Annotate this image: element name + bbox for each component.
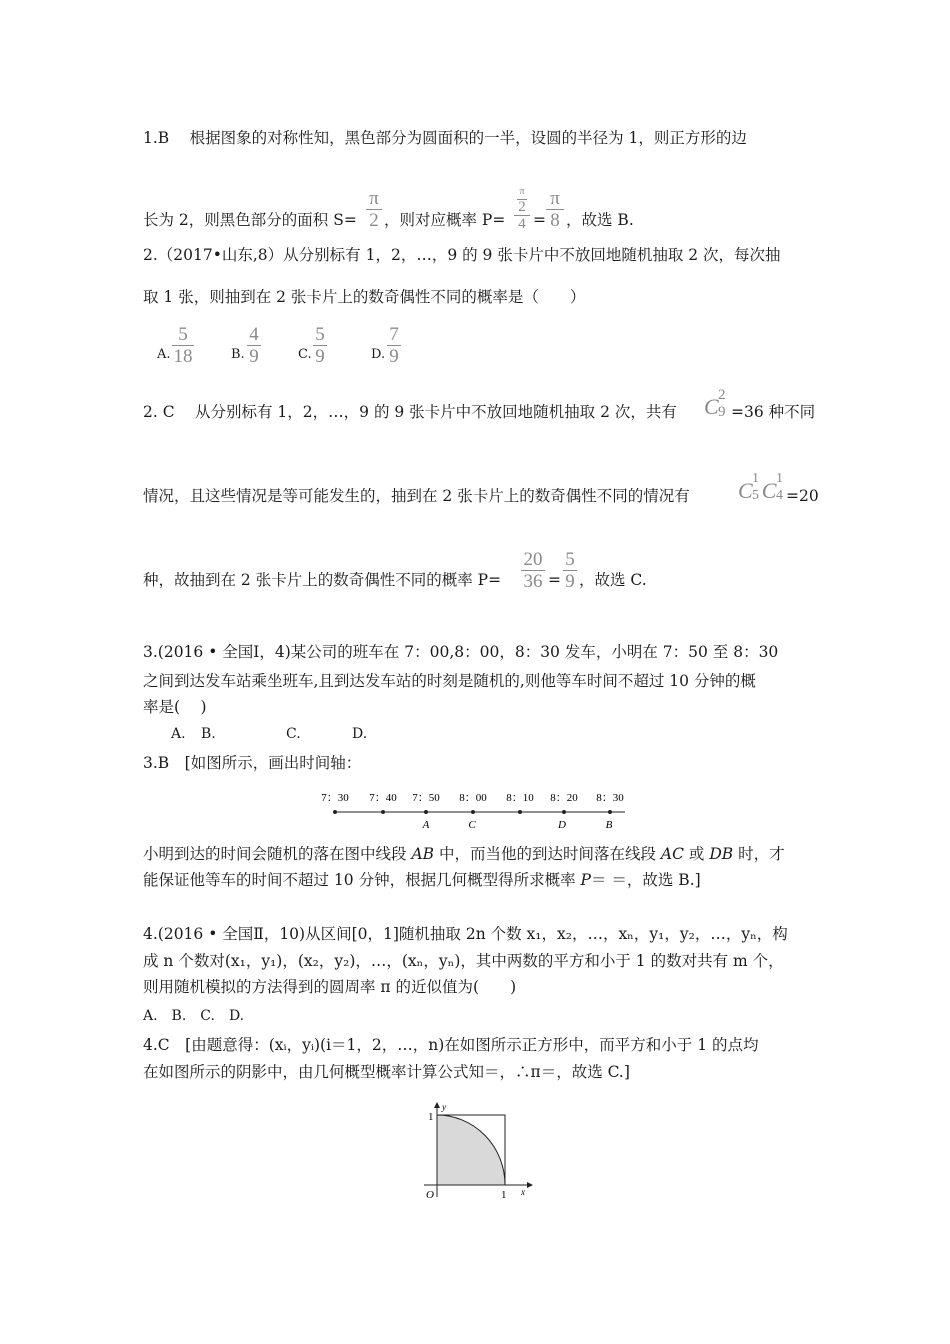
frac-s [366, 189, 382, 230]
comb2-sup1: 1 [752, 471, 759, 486]
axis-time-label: 7：40 [369, 792, 397, 804]
frac-p-mid: 2 [518, 199, 526, 215]
q2-opt-c-label: C. [298, 347, 312, 362]
q2-frac1-num: 20 [523, 549, 543, 570]
q2-opt-b-frac [247, 325, 261, 366]
q2-frac-20-36 [521, 550, 545, 591]
axis-tick-dot [333, 810, 337, 814]
q2-opt-a-den: 18 [173, 346, 193, 367]
comb1-sub: 9 [718, 404, 726, 420]
axis-time-label: 8：20 [550, 792, 578, 804]
q2-opt-d-label: D. [371, 347, 386, 362]
frac-p2-num: π [550, 188, 560, 209]
q2-ans-line2-b: =20 [786, 487, 819, 505]
prob-p: P [580, 871, 591, 889]
axis-point-c: C [468, 819, 476, 831]
q3-ans-text: 时，才 [733, 845, 785, 863]
q4-options: A. B. C. D. [143, 1008, 245, 1024]
axis-time-label: 8：00 [459, 792, 487, 804]
q2-opt-d-frac [387, 325, 401, 366]
frac-p2 [546, 189, 564, 230]
comb-c92: C 2 9 [704, 387, 726, 420]
q4-ans-line2: 在如图所示的阴影中，由几何概型概率计算公式知＝，∴π＝，故选 C.] [143, 1063, 630, 1081]
axis-time-label: 7：30 [321, 792, 349, 804]
x-one-label: 1 [501, 1189, 507, 1200]
q3-line1: 3.(2016 • 全国Ⅰ，4)某公司的班车在 7：00,8：00，8：30 发车，小明在 7：50 至 8：30 [143, 643, 779, 661]
axis-tick-dot [608, 810, 612, 814]
q1-text-b: ，则对应概率 P= [384, 211, 506, 229]
q2-opt-c-den: 9 [315, 346, 325, 367]
x-axis-label: x [521, 1187, 525, 1197]
comb1-sup: 2 [718, 387, 726, 403]
q3-line2: 之间到达发车站乘坐班车,且到达发车站的时刻是随机的,则他等车时间不超过 10 分钟的概 [143, 672, 756, 690]
q1-text-d: ，故选 B. [566, 211, 634, 229]
axis-tick-dot [562, 810, 566, 814]
q2-opt-a-label: A. [157, 347, 171, 362]
segment-db: DB [709, 845, 734, 863]
axis-point-b: B [605, 819, 613, 831]
frac-p-nested [514, 183, 530, 231]
axis-point-d: D [558, 819, 566, 831]
q2-ans-line1: 2. C 从分别标有 1，2，…，9 的 9 张卡片中不放回地随机抽取 2 次，共有 [143, 403, 677, 421]
frac-p-den: 4 [518, 216, 526, 232]
axis-point-a: A [422, 819, 430, 831]
q2-opt-a-num: 5 [178, 324, 188, 345]
q2-opt-b-label: B. [231, 347, 245, 362]
comb2-sub1: 5 [752, 488, 759, 503]
axis-tick-dot [471, 810, 475, 814]
y-one-label: 1 [428, 1111, 434, 1123]
axis-time-label: 7：50 [412, 792, 440, 804]
q3-ans-line3 [143, 870, 701, 890]
q3-ans-text: 或 [683, 845, 710, 863]
q2-frac2-num: 5 [565, 549, 575, 570]
time-axis-figure [318, 786, 636, 834]
segment-ab: AB [411, 845, 435, 863]
q4-ans-line1: 4.C [由题意得：(xᵢ，yᵢ)(i＝1，2，…，n)在如图所示正方形中，而平方和小于 1 的点均 [143, 1036, 759, 1054]
q3-opt-c: C. [286, 726, 301, 742]
q2-opt-d-den: 9 [389, 346, 399, 367]
q2-line1: 2.（2017•山东,8）从分别标有 1，2，…，9 的 9 张卡片中不放回地随机抽取 2 次，每次抽 [143, 246, 781, 264]
q3-opt-a: A. [171, 726, 186, 742]
comb2-sup2: 1 [776, 471, 783, 486]
q1-text-b-wrap [384, 210, 505, 230]
frac-s-den: 2 [369, 210, 379, 231]
q3-opt-b: B. [201, 726, 216, 742]
q3-ans-text: 小明到达的时间会随机的落在图中线段 [143, 845, 412, 863]
comb2-sub2: 4 [776, 488, 783, 503]
frac-p2-den: 8 [550, 210, 560, 231]
frac-s-num: π [369, 188, 379, 209]
axis-tick-dot [518, 810, 522, 814]
q2-ans-eq: = [548, 571, 561, 589]
quarter-circle-graph [420, 1100, 540, 1200]
q1-text-a: 长为 2，则黑色部分的面积 S= [143, 211, 357, 229]
q2-opt-b-num: 4 [249, 324, 259, 345]
q3-ans-line1: 3.B [如图所示，画出时间轴： [143, 754, 362, 772]
q2-frac2-den: 9 [565, 571, 575, 592]
q3-opt-d: D. [352, 726, 368, 742]
q2-ans-line3-c: ，故选 C. [579, 571, 647, 589]
q2-opt-c-num: 5 [315, 324, 325, 345]
y-axis-label: y [442, 1102, 446, 1112]
segment-ac: AC [660, 845, 684, 863]
q2-opt-b-den: 9 [249, 346, 259, 367]
q4-line1: 4.(2016 • 全国Ⅱ，10)从区间[0，1]随机抽取 2n 个数 x₁，x₂，…，xₙ，y₁，y₂，…，yₙ，构 [143, 925, 788, 943]
q3-line3: 率是( ) [143, 698, 207, 716]
q3-ans-text: 能保证他等车的时间不超过 10 分钟，根据几何概型得所求概率 [143, 871, 581, 889]
frac-p-num: π [519, 186, 525, 197]
quarter-circle-shaded-region [437, 1115, 505, 1185]
axis-tick-dot [424, 810, 428, 814]
axis-time-label: 8：10 [506, 792, 534, 804]
q2-opt-c-frac [313, 325, 327, 366]
q3-ans-line2 [143, 844, 785, 864]
q2-opt-a-frac [172, 325, 194, 366]
q2-line2: 取 1 张，则抽到在 2 张卡片上的数奇偶性不同的概率是（ ） [143, 288, 586, 306]
q2-ans-line1-b: =36 种不同 [731, 403, 816, 421]
q2-frac1-den: 36 [523, 571, 543, 592]
q2-frac-5-9 [563, 550, 577, 591]
q2-ans-line3: 种，故抽到在 2 张卡片上的数奇偶性不同的概率 P= [143, 571, 502, 589]
q3-ans-text: 中，而当他的到达时间落在线段 [434, 845, 661, 863]
origin-label: O [426, 1189, 434, 1200]
q2-opt-d-num: 7 [389, 324, 399, 345]
q1-answer-line2 [143, 210, 357, 230]
q2-ans-line2: 情况，且这些情况是等可能发生的，抽到在 2 张卡片上的数奇偶性不同的情况有 [143, 487, 690, 505]
q3-ans-text: ＝ ＝，故选 B.] [590, 871, 701, 889]
axis-time-label: 8：30 [596, 792, 624, 804]
q1-eq: = [533, 211, 546, 229]
comb-c51c41: C 1 5 C 1 4 [738, 471, 783, 503]
q4-line2: 成 n 个数对(x₁，y₁)，(x₂，y₂)，…，(xₙ，yₙ)，其中两数的平方和小于 1 的数对共有 m 个， [143, 952, 784, 970]
q1-answer-line1: 1.B 根据图象的对称性知，黑色部分为圆面积的一半，设圆的半径为 1，则正方形的边 [143, 129, 747, 147]
q4-line3: 则用随机模拟的方法得到的圆周率 π 的近似值为( ) [143, 978, 517, 996]
axis-tick-dot [381, 810, 385, 814]
